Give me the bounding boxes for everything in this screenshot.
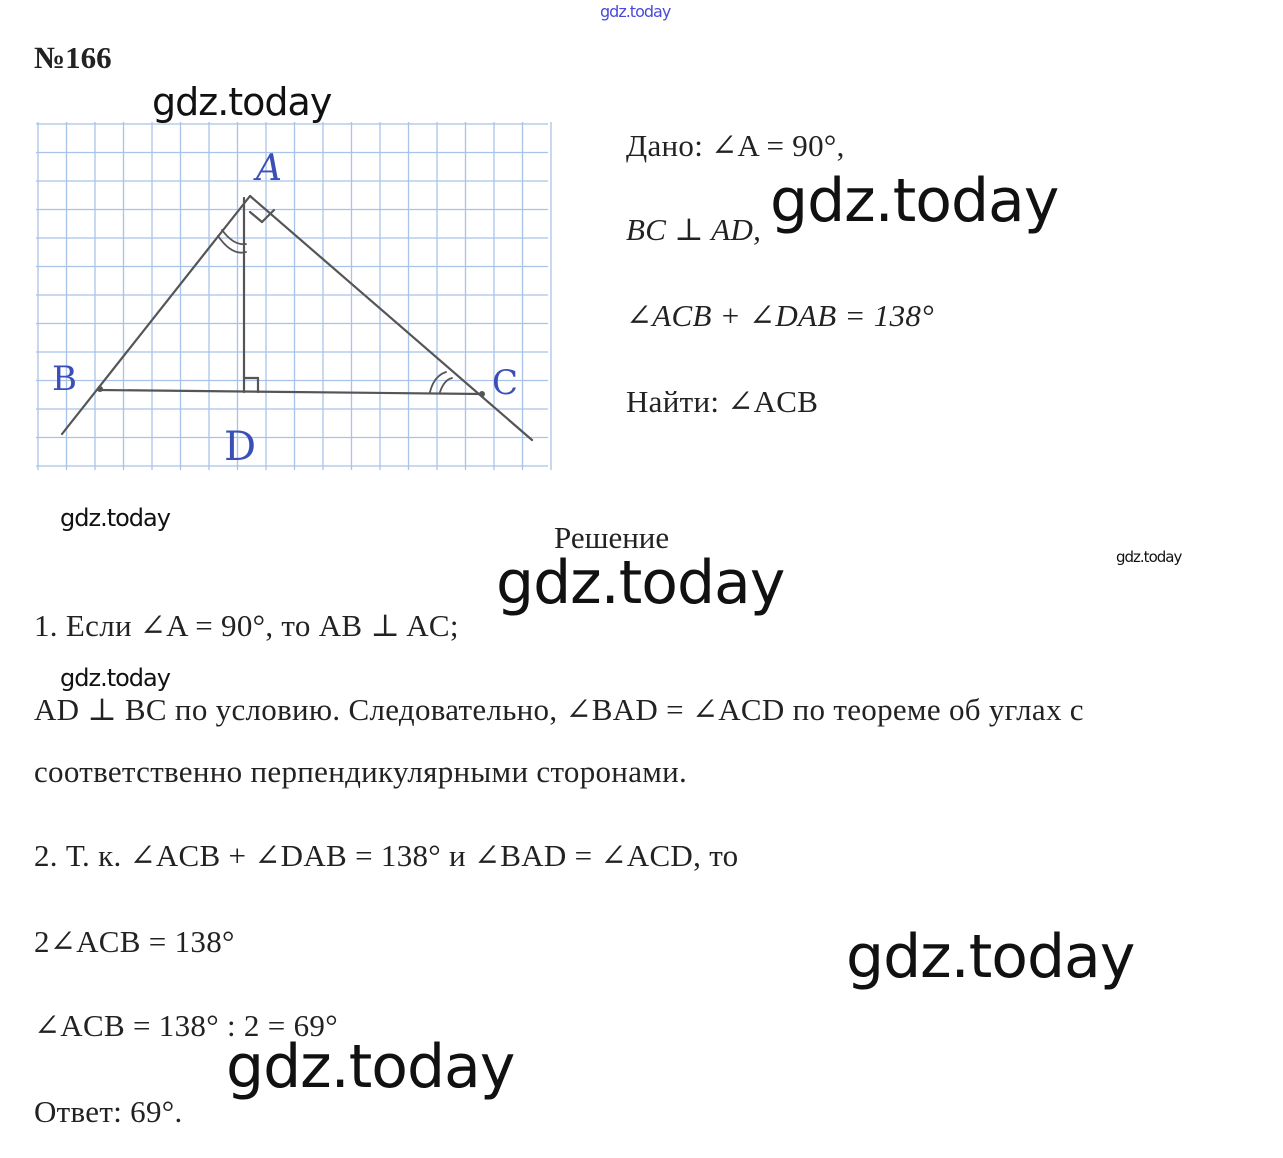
watermark-d: gdz.today: [496, 548, 785, 618]
watermark-top: gdz.today: [600, 2, 671, 21]
watermark-h: gdz.today: [226, 1032, 515, 1102]
watermark-e: gdz.today: [1116, 548, 1182, 566]
given-line-2: BC ⊥ AD,: [626, 212, 762, 247]
given-line-3: ∠ACB + ∠DAB = 138°: [626, 298, 934, 333]
label-d: D: [224, 424, 257, 470]
watermark-c: gdz.today: [60, 504, 170, 532]
label-b: B: [52, 359, 77, 399]
given-line-1: Дано: ∠A = 90°,: [626, 128, 845, 163]
watermark-b: gdz.today: [770, 166, 1059, 236]
solution-line-3: соответственно перпендикулярными сторонами.: [34, 754, 688, 789]
problem-number: №166: [34, 40, 112, 75]
label-a: A: [256, 148, 282, 189]
watermark-a: gdz.today: [152, 80, 332, 124]
solution-line-2: AD ⊥ BC по условию. Следовательно, ∠BAD = ∠ACD по теореме об углах с: [34, 692, 1084, 727]
find-line: Найти: ∠ACB: [626, 384, 819, 419]
watermark-g: gdz.today: [846, 922, 1135, 992]
solution-line-1: 1. Если ∠A = 90°, то AB ⊥ AC;: [34, 608, 459, 643]
solution-line-6: ∠ACB = 138° : 2 = 69°: [34, 1008, 338, 1043]
grid: [36, 122, 551, 470]
solution-heading: Решение: [554, 520, 670, 555]
solution-line-5: 2∠ACB = 138°: [34, 924, 235, 959]
figure-lines: [62, 196, 532, 440]
watermark-f: gdz.today: [60, 664, 170, 692]
label-c: C: [492, 363, 519, 403]
triangle-figure: [32, 118, 552, 478]
answer-line: Ответ: 69°.: [34, 1094, 183, 1129]
solution-line-4: 2. Т. к. ∠ACB + ∠DAB = 138° и ∠BAD = ∠ACD, то: [34, 838, 739, 873]
